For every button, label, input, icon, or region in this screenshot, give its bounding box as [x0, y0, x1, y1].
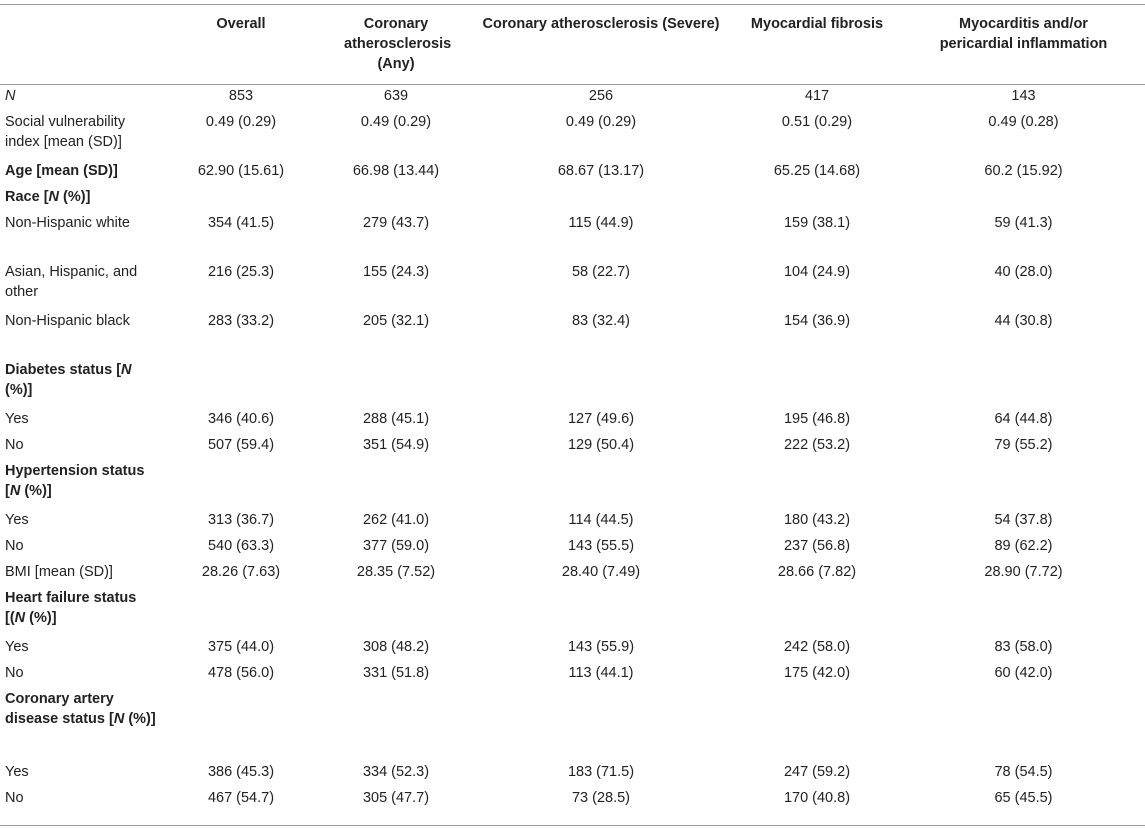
row-label: No — [5, 437, 24, 453]
table-cell: 60 (42.0) — [994, 665, 1053, 681]
row-label: Diabetes status [N (%)] — [5, 362, 132, 398]
table-cell: 467 (54.7) — [207, 790, 275, 806]
table-cell: 159 (38.1) — [783, 215, 851, 231]
table-cell: 351 (54.9) — [362, 437, 430, 453]
row-label: No — [5, 790, 24, 806]
table-cell: 115 (44.9) — [568, 215, 634, 231]
table-cell — [732, 459, 902, 508]
characteristics-table — [0, 4, 1145, 812]
table-row — [0, 534, 1145, 560]
row-label: Hypertension status [N (%)] — [5, 463, 145, 499]
table-cell: 65 (45.5) — [994, 790, 1053, 806]
table-cell: 79 (55.2) — [994, 437, 1053, 453]
row-label: Yes — [5, 411, 29, 427]
table-cell: 83 (58.0) — [994, 639, 1053, 655]
table-row — [0, 508, 1145, 534]
table-cell — [732, 687, 902, 760]
table-cell: 73 (28.5) — [571, 790, 631, 806]
table-cell: 478 (56.0) — [207, 665, 275, 681]
table-row — [0, 433, 1145, 459]
row-label: No — [5, 665, 24, 681]
table-row — [0, 260, 1145, 309]
table-cell: 66.98 (13.44) — [352, 163, 440, 179]
row-label: Coronary artery disease status [N (%)] — [5, 691, 156, 727]
row-label: Non-Hispanic black — [5, 313, 130, 329]
table-row — [0, 586, 1145, 635]
table-cell — [470, 586, 732, 635]
table-cell: 127 (49.6) — [567, 411, 635, 427]
table-cell: 283 (33.2) — [207, 313, 275, 329]
table-cell: 28.35 (7.52) — [356, 564, 436, 580]
row-label: Heart failure status [(N (%)] — [5, 590, 137, 626]
table-cell: 417 — [804, 88, 830, 104]
row-label: Non-Hispanic white — [5, 215, 130, 231]
table-cell — [902, 687, 1145, 760]
table-row — [0, 309, 1145, 358]
header-cell: Myocarditis and/or pericardial inflammation — [939, 16, 1108, 52]
table-cell: 175 (42.0) — [783, 665, 851, 681]
table-cell — [902, 358, 1145, 407]
table-row — [0, 560, 1145, 586]
table-cell: 143 (55.9) — [567, 639, 635, 655]
table-cell: 375 (44.0) — [207, 639, 275, 655]
table-cell — [732, 586, 902, 635]
table-cell: 59 (41.3) — [994, 215, 1053, 231]
table-cell: 154 (36.9) — [783, 313, 851, 329]
table-row — [0, 185, 1145, 211]
table-cell: 386 (45.3) — [207, 764, 275, 780]
row-label: Asian, Hispanic, and other — [5, 264, 138, 300]
table-cell — [902, 459, 1145, 508]
table-cell — [902, 586, 1145, 635]
header-cell: Coronary atherosclerosis (Severe) — [482, 16, 720, 32]
table-cell — [160, 185, 322, 211]
table-cell: 279 (43.7) — [362, 215, 430, 231]
table-cell — [732, 358, 902, 407]
table-row — [0, 661, 1145, 687]
table-cell: 58 (22.7) — [571, 264, 631, 280]
table-row — [0, 687, 1145, 760]
table-cell: 216 (25.3) — [207, 264, 275, 280]
table-cell: 28.40 (7.49) — [561, 564, 641, 580]
table-cell: 288 (45.1) — [362, 411, 430, 427]
table-cell: 180 (43.2) — [783, 512, 851, 528]
table-cell: 853 — [228, 88, 254, 104]
table-cell: 89 (62.2) — [994, 538, 1053, 554]
table-cell: 143 (55.5) — [567, 538, 635, 554]
table-cell: 0.51 (0.29) — [781, 114, 853, 130]
table-cell: 377 (59.0) — [362, 538, 430, 554]
table-cell: 305 (47.7) — [362, 790, 430, 806]
table-cell: 113 (44.1) — [568, 665, 634, 681]
row-label: Age [mean (SD)] — [5, 163, 118, 179]
row-label: Social vulnerability index [mean (SD)] — [5, 114, 126, 150]
table-cell: 143 — [1011, 88, 1036, 104]
row-label: N — [5, 88, 16, 104]
table-header-row — [0, 4, 1145, 84]
row-label: Yes — [5, 764, 29, 780]
table-cell: 40 (28.0) — [994, 264, 1053, 280]
table-cell: 0.49 (0.29) — [205, 114, 277, 130]
table-cell — [322, 185, 470, 211]
table-cell: 256 — [588, 88, 614, 104]
table-row — [0, 459, 1145, 508]
table-cell: 0.49 (0.28) — [988, 114, 1059, 130]
header-cell: Myocardial fibrosis — [750, 16, 884, 32]
table-cell: 346 (40.6) — [207, 411, 275, 427]
row-label: Yes — [5, 639, 29, 655]
table-cell: 0.49 (0.29) — [360, 114, 432, 130]
table-cell: 308 (48.2) — [362, 639, 430, 655]
row-label: BMI [mean (SD)] — [5, 564, 113, 580]
header-cell — [0, 4, 160, 84]
table-cell — [732, 185, 902, 211]
table-cell: 262 (41.0) — [362, 512, 430, 528]
table-cell: 155 (24.3) — [362, 264, 430, 280]
table-cell: 78 (54.5) — [994, 764, 1053, 780]
table-cell — [470, 185, 732, 211]
table-cell: 104 (24.9) — [783, 264, 851, 280]
bottom-rule — [0, 825, 1145, 826]
table-cell: 28.90 (7.72) — [984, 564, 1063, 580]
table-body — [0, 84, 1145, 812]
table-row — [0, 786, 1145, 812]
table-cell: 68.67 (13.17) — [557, 163, 645, 179]
table-cell: 331 (51.8) — [362, 665, 430, 681]
table-cell: 222 (53.2) — [783, 437, 851, 453]
table-cell: 54 (37.8) — [994, 512, 1053, 528]
table-cell: 313 (36.7) — [207, 512, 275, 528]
table-cell: 205 (32.1) — [362, 313, 430, 329]
table-row — [0, 84, 1145, 110]
table-row — [0, 211, 1145, 260]
table-cell — [470, 358, 732, 407]
table-cell: 334 (52.3) — [362, 764, 430, 780]
table-cell — [322, 586, 470, 635]
table-row — [0, 635, 1145, 661]
row-label: No — [5, 538, 24, 554]
table-cell: 170 (40.8) — [783, 790, 851, 806]
header-cell: Coronary atherosclerosis (Any) — [344, 16, 452, 72]
table-cell — [322, 358, 470, 407]
table-cell — [160, 459, 322, 508]
table-cell: 639 — [383, 88, 409, 104]
table-row — [0, 358, 1145, 407]
table-row — [0, 760, 1145, 786]
table-cell: 64 (44.8) — [994, 411, 1053, 427]
table-cell: 65.25 (14.68) — [773, 163, 861, 179]
table-cell — [160, 586, 322, 635]
table-cell: 237 (56.8) — [783, 538, 851, 554]
row-label: Race [N (%)] — [5, 189, 91, 205]
table-cell: 28.26 (7.63) — [201, 564, 281, 580]
table-row — [0, 407, 1145, 433]
table-cell: 195 (46.8) — [783, 411, 851, 427]
table-cell: 28.66 (7.82) — [777, 564, 857, 580]
table-cell: 183 (71.5) — [567, 764, 635, 780]
table-cell: 540 (63.3) — [207, 538, 275, 554]
row-label: Yes — [5, 512, 29, 528]
table-cell: 60.2 (15.92) — [984, 163, 1063, 179]
table-cell: 354 (41.5) — [207, 215, 275, 231]
table-cell: 83 (32.4) — [571, 313, 631, 329]
table-cell — [322, 459, 470, 508]
table-cell: 242 (58.0) — [783, 639, 851, 655]
table-cell — [160, 358, 322, 407]
table-cell: 247 (59.2) — [783, 764, 851, 780]
table-cell — [322, 687, 470, 760]
table-cell: 44 (30.8) — [994, 313, 1053, 329]
table-cell — [902, 185, 1145, 211]
table-row — [0, 110, 1145, 159]
table-cell: 114 (44.5) — [568, 512, 634, 528]
table-cell: 507 (59.4) — [207, 437, 275, 453]
table-cell: 0.49 (0.29) — [565, 114, 637, 130]
table-cell — [160, 687, 322, 760]
table-cell — [470, 687, 732, 760]
table-cell: 129 (50.4) — [567, 437, 635, 453]
table-cell — [470, 459, 732, 508]
table-row — [0, 159, 1145, 185]
header-cell: Overall — [216, 16, 266, 32]
table-cell: 62.90 (15.61) — [197, 163, 285, 179]
